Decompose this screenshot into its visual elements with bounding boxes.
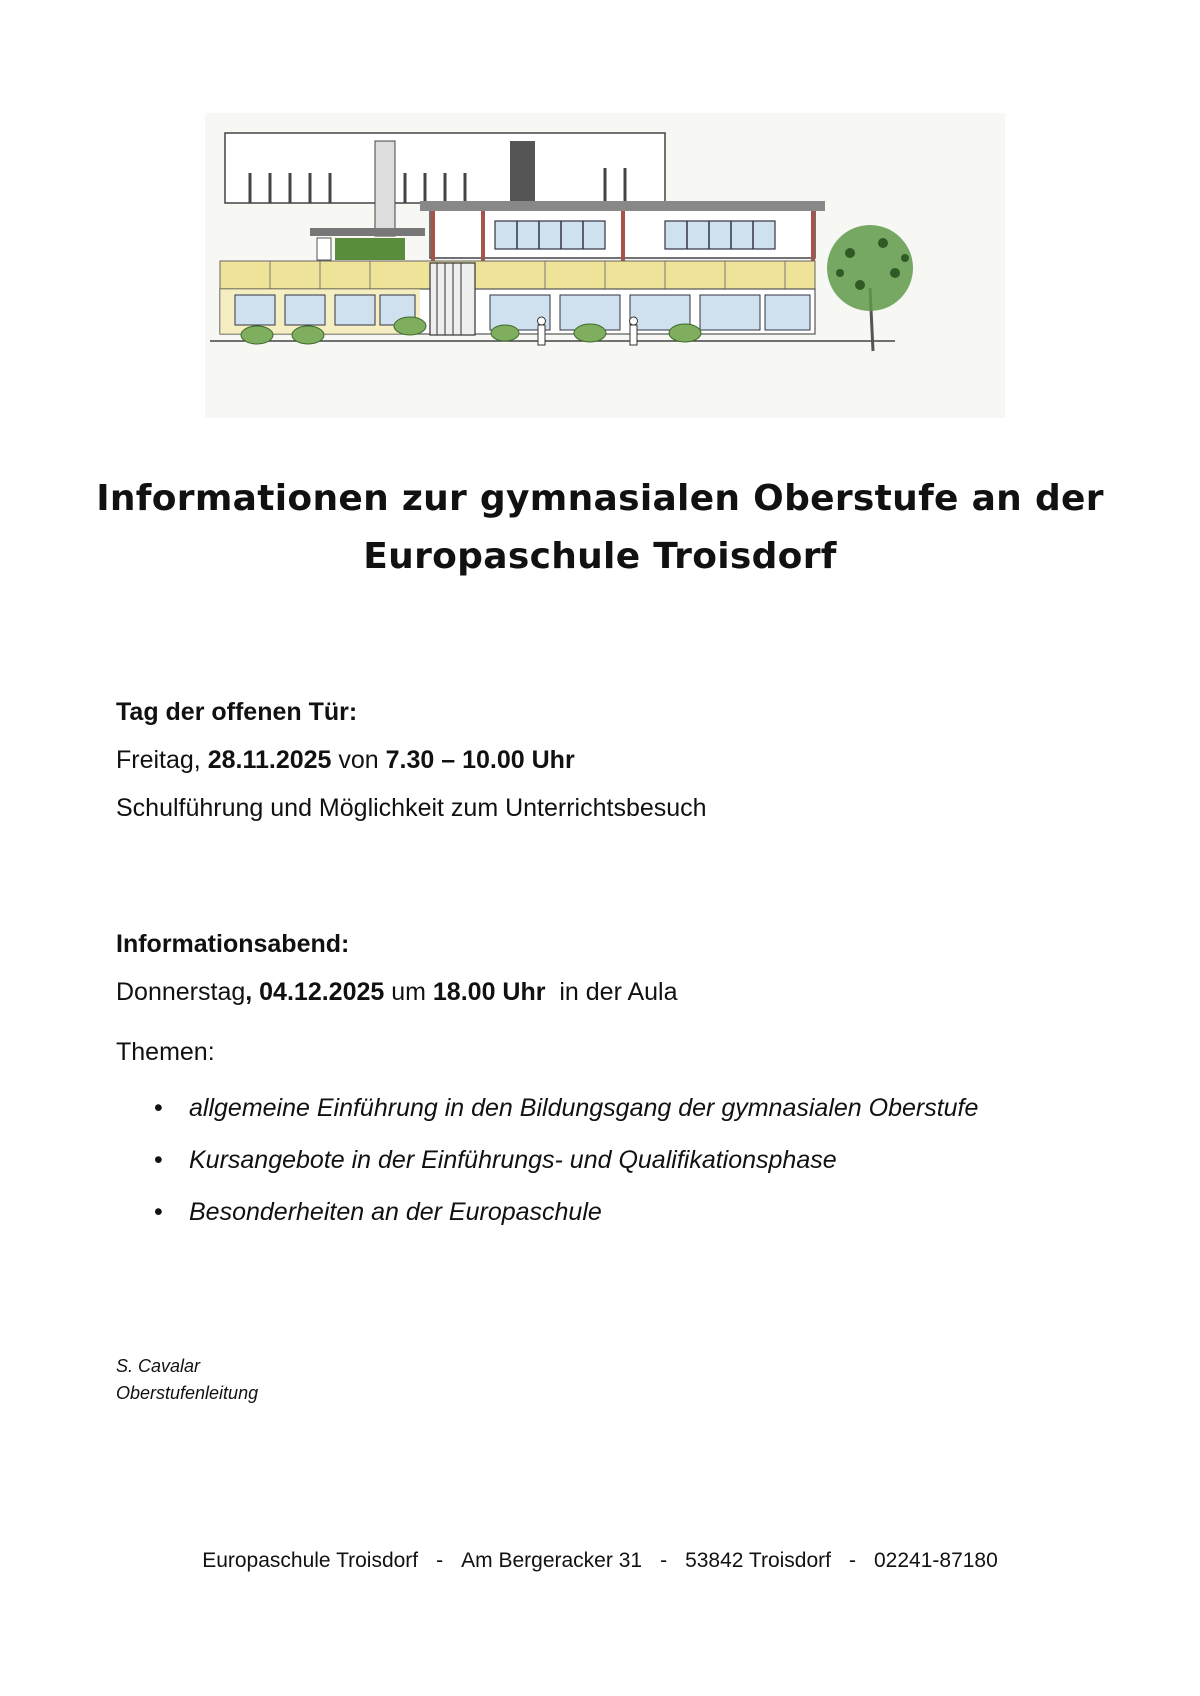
open-day-von: von <box>331 746 386 774</box>
open-day-description: Schulführung und Möglichkeit zum Unterrichtsbesuch <box>116 794 707 822</box>
open-day-date: 28.11.2025 <box>207 746 332 774</box>
document-title <box>60 470 1140 586</box>
info-evening-um: um <box>384 978 433 1006</box>
footer-separator: - <box>849 1549 856 1572</box>
open-day-section <box>116 696 1116 824</box>
footer-street: Am Bergeracker 31 <box>461 1549 643 1572</box>
open-day-time: 7.30 – 10.00 Uhr <box>385 746 575 774</box>
signature-role: Oberstufenleitung <box>116 1383 259 1403</box>
open-day-datetime <box>116 744 1116 776</box>
info-evening-heading: Informationsabend: <box>116 930 350 958</box>
list-item <box>116 1092 1116 1124</box>
open-day-heading: Tag der offenen Tür: <box>116 698 358 726</box>
topic-text: Besonderheiten an der Europaschule <box>189 1198 602 1226</box>
info-evening-date: 04.12.2025 <box>259 978 385 1006</box>
school-building-illustration <box>205 113 1005 418</box>
bullet-icon: • <box>154 1146 163 1174</box>
info-evening-datetime <box>116 976 1116 1008</box>
bullet-icon: • <box>154 1198 163 1226</box>
topic-text: Kursangebote in der Einführungs- und Qualifikationsphase <box>189 1146 837 1174</box>
topics-label: Themen: <box>116 1038 215 1066</box>
info-evening-comma: , <box>245 978 260 1006</box>
footer-city: 53842 Troisdorf <box>685 1549 831 1572</box>
signature-block <box>116 1353 258 1407</box>
info-evening-weekday: Donnerstag <box>116 978 246 1006</box>
topic-text: allgemeine Einführung in den Bildungsgang der gymnasialen Oberstufe <box>189 1094 979 1122</box>
footer-separator: - <box>660 1549 668 1572</box>
footer-phone: 02241-87180 <box>874 1549 998 1572</box>
footer-separator: - <box>436 1549 444 1572</box>
signature-name: S. Cavalar <box>116 1356 201 1376</box>
list-item <box>116 1144 1116 1176</box>
title-line-1: Informationen zur gymnasialen Oberstufe an der <box>96 478 1104 519</box>
title-line-2: Europaschule Troisdorf <box>363 536 837 577</box>
footer-address <box>0 1547 1200 1575</box>
info-evening-location: in der Aula <box>545 978 678 1006</box>
open-day-weekday: Freitag, <box>116 746 208 774</box>
bullet-icon: • <box>154 1094 163 1122</box>
footer-school: Europaschule Troisdorf <box>202 1549 419 1572</box>
info-evening-time: 18.00 Uhr <box>432 978 546 1006</box>
topics-list <box>116 1092 1116 1228</box>
info-evening-section <box>116 928 1116 1248</box>
list-item <box>116 1196 1116 1228</box>
